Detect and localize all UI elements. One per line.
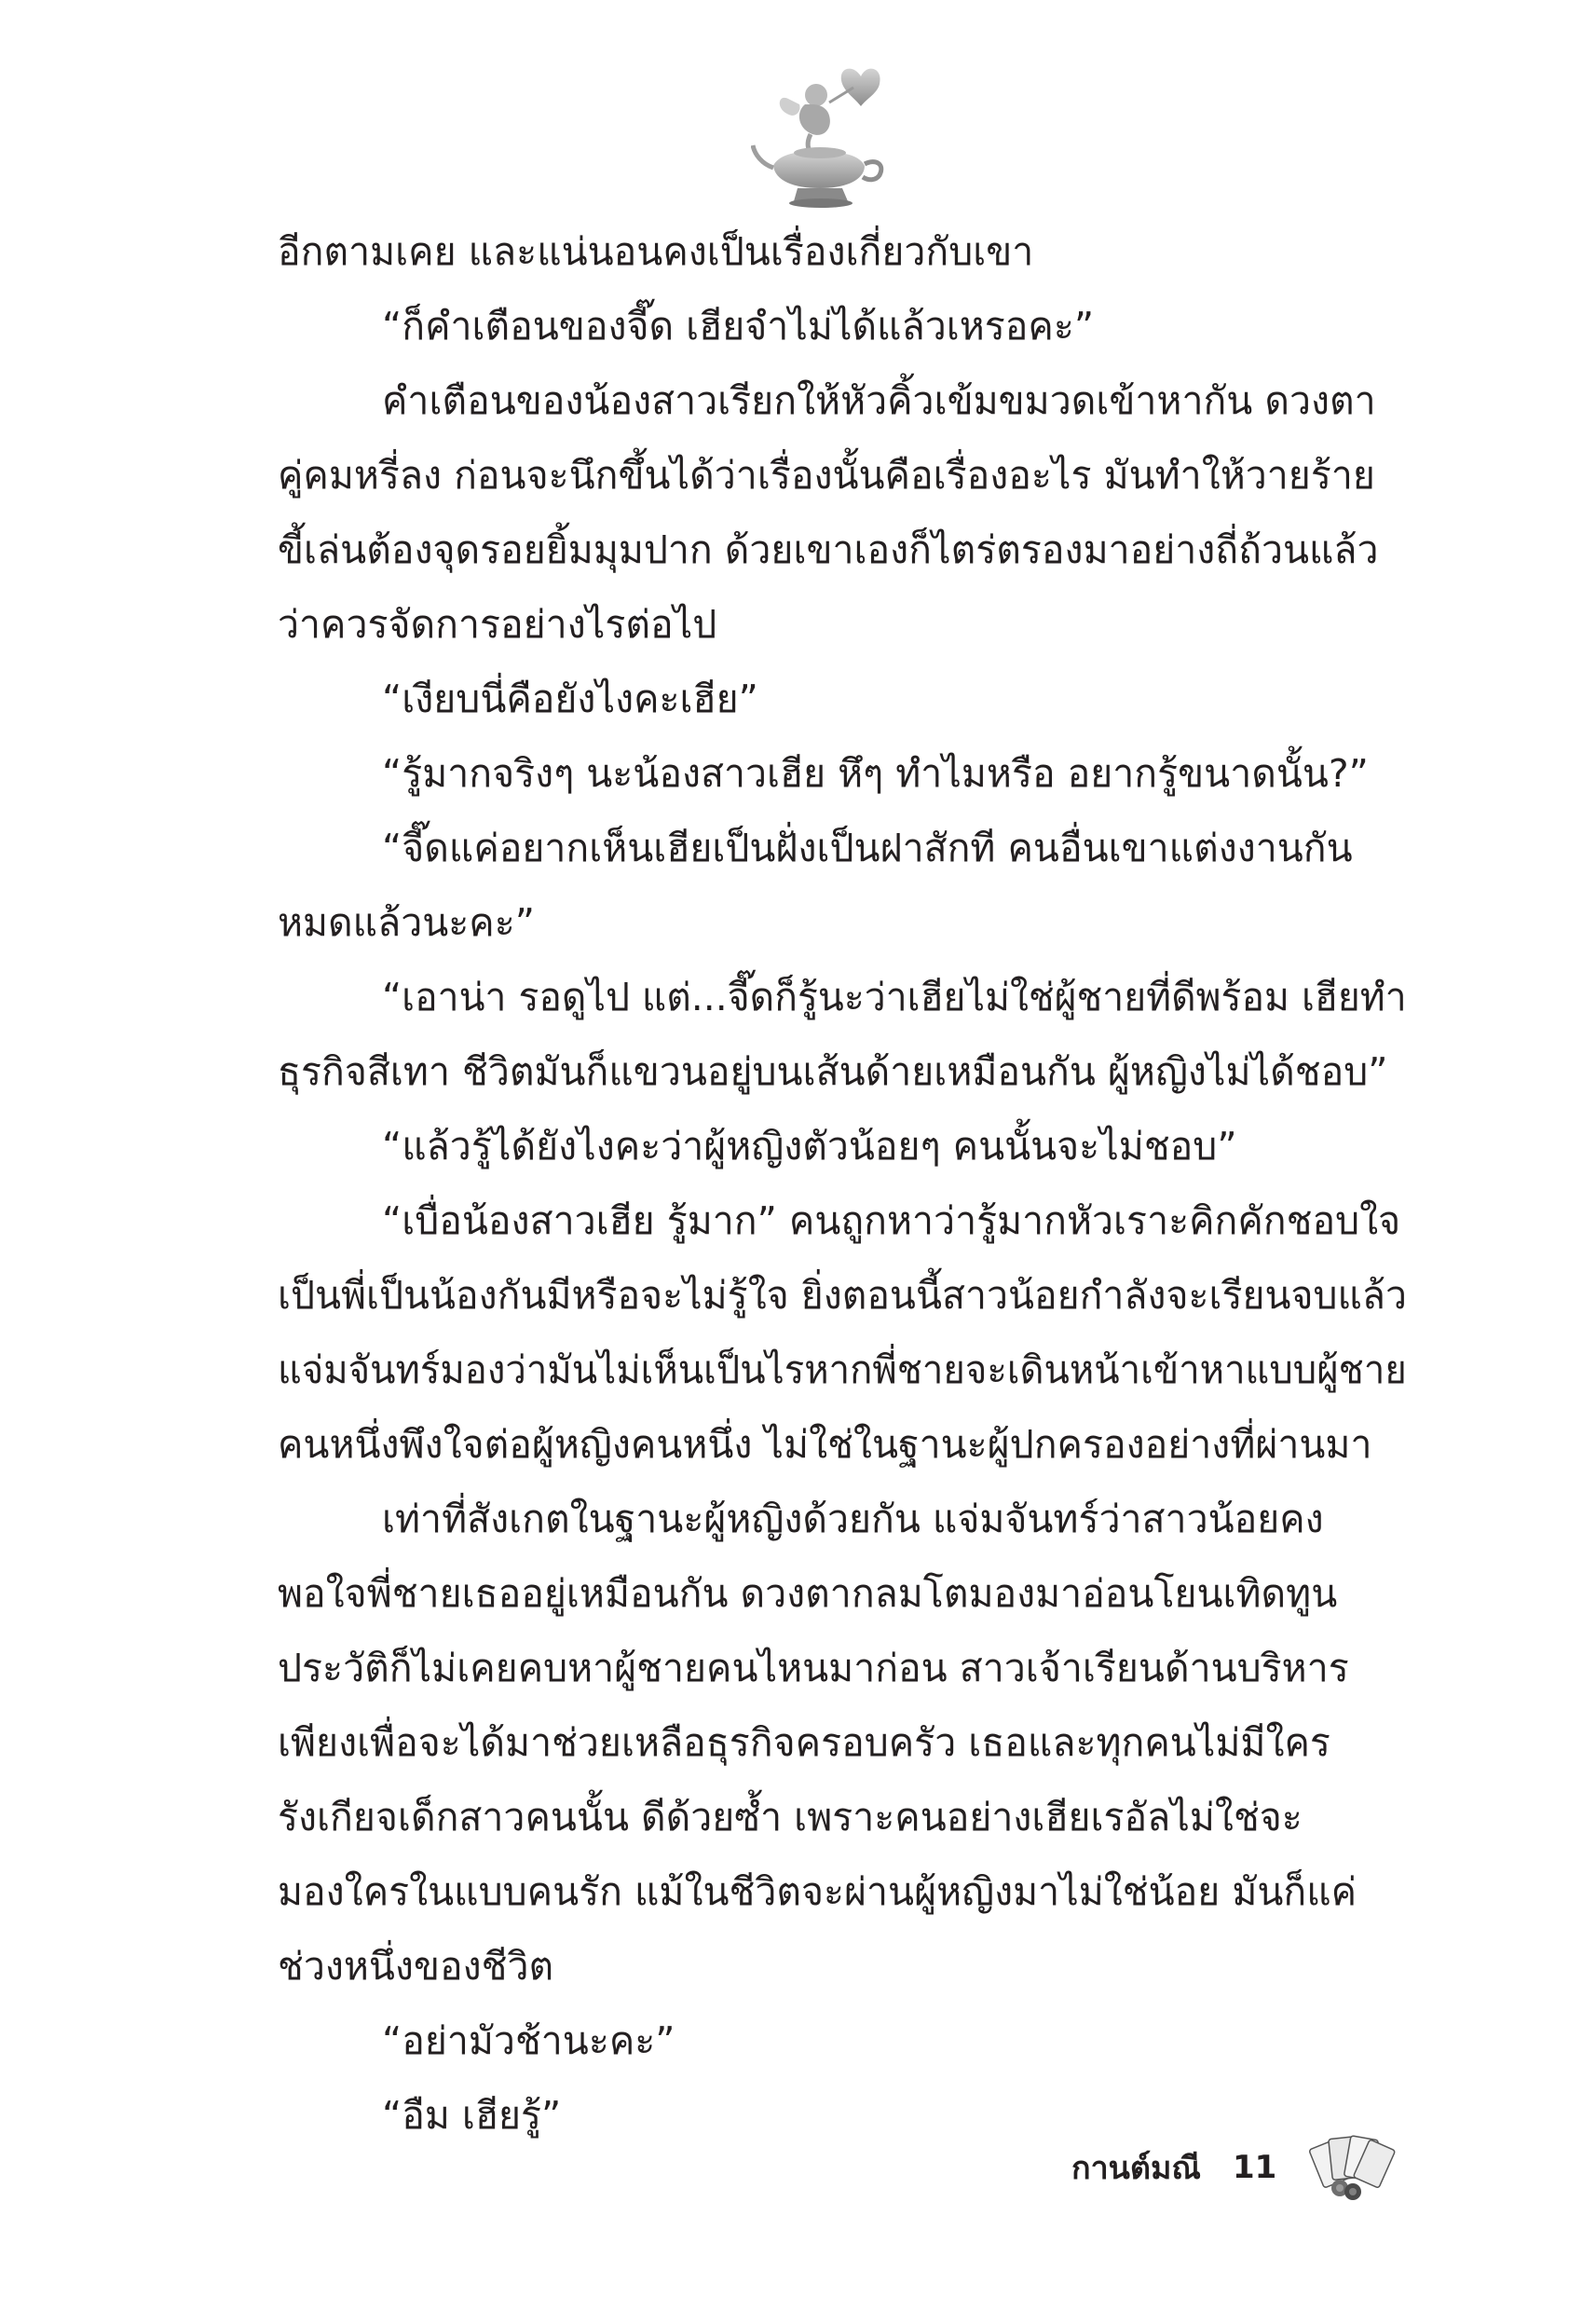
text-line: “เอาน่า รอดูไป แต่...จี๊ดก็รู้นะว่าเฮียไม่ใช่ผู้ชายที่ดีพร้อม เฮียทำ — [382, 975, 1407, 1019]
text-line: “จี๊ดแค่อยากเห็นเฮียเป็นฝั่งเป็นฝาสักที คนอื่นเขาแต่งงานกัน — [382, 826, 1353, 870]
text-line: “อืม เฮียรู้” — [382, 2093, 562, 2138]
text-line: แจ่มจันทร์มองว่ามันไม่เห็นเป็นไรหากพี่ชายจะเดินหน้าเข้าหาแบบผู้ชาย — [278, 1347, 1407, 1392]
text-line: เพียงเพื่อจะได้มาช่วยเหลือธุรกิจครอบครัว เธอและทุกคนไม่มีใคร — [278, 1720, 1330, 1765]
text-line: ประวัติก็ไม่เคยคบหาผู้ชายคนไหนมาก่อน สาวเจ้าเรียนด้านบริหาร — [278, 1646, 1349, 1690]
cupid-teapot-ornament-icon — [751, 56, 891, 214]
text-line: รังเกียจเด็กสาวคนนั้น ดีด้วยซ้ำ เพราะคนอย่างเฮียเรอัลไม่ใช่จะ — [278, 1795, 1303, 1839]
text-line: “เบื่อน้องสาวเฮีย รู้มาก” คนถูกหาว่ารู้มากหัวเราะคิกคักชอบใจ — [382, 1198, 1401, 1243]
text-line: อีกตามเคย และแน่นอนคงเป็นเรื่องเกี่ยวกับเขา — [278, 229, 1034, 274]
body-text — [278, 214, 1407, 2153]
text-line: “เงียบนี่คือยังไงคะเฮีย” — [382, 677, 758, 721]
text-line: “อย่ามัวช้านะคะ” — [382, 2018, 675, 2063]
book-title: กานต์มณี — [1071, 2150, 1201, 2187]
text-line: คำเตือนของน้องสาวเรียกให้หัวคิ้วเข้มขมวดเข้าหากัน ดวงตา — [382, 378, 1376, 423]
text-line: “ก็คำเตือนของจี๊ด เฮียจำไม่ได้แล้วเหรอคะ” — [382, 304, 1095, 349]
playing-cards-icon — [1303, 2130, 1396, 2205]
text-line: คู่คมหรี่ลง ก่อนจะนึกขึ้นได้ว่าเรื่องนั้นคือเรื่องอะไร มันทำให้วายร้าย — [278, 453, 1375, 498]
text-line: คนหนึ่งพึงใจต่อผู้หญิงคนหนึ่ง ไม่ใช่ในฐานะผู้ปกครองอย่างที่ผ่านมา — [278, 1422, 1372, 1467]
text-line: “แล้วรู้ได้ยังไงคะว่าผู้หญิงตัวน้อยๆ คนนั้นจะไม่ชอบ” — [382, 1124, 1237, 1169]
text-line: ช่วงหนึ่งของชีวิต — [278, 1944, 554, 1989]
text-line: ธุรกิจสีเทา ชีวิตมันก็แขวนอยู่บนเส้นด้ายเหมือนกัน ผู้หญิงไม่ได้ชอบ” — [278, 1049, 1388, 1094]
page-number: 11 — [1232, 2149, 1277, 2186]
text-line: เป็นพี่เป็นน้องกันมีหรือจะไม่รู้ใจ ยิ่งตอนนี้สาวน้อยกำลังจะเรียนจบแล้ว — [278, 1273, 1407, 1318]
text-line: พอใจพี่ชายเธออยู่เหมือนกัน ดวงตากลมโตมองมาอ่อนโยนเทิดทูน — [278, 1571, 1338, 1616]
text-line: ว่าควรจัดการอย่างไรต่อไป — [278, 602, 717, 647]
text-line: หมดแล้วนะคะ” — [278, 900, 535, 945]
text-line: มองใครในแบบคนรัก แม้ในชีวิตจะผ่านผู้หญิงมาไม่ใช่น้อย มันก็แค่ — [278, 1869, 1357, 1914]
page-footer — [1071, 2130, 1463, 2205]
text-line: “รู้มากจริงๆ นะน้องสาวเฮีย หึๆ ทำไมหรือ อยากรู้ขนาดนั้น?” — [382, 751, 1369, 796]
text-line: เท่าที่สังเกตในฐานะผู้หญิงด้วยกัน แจ่มจันทร์ว่าสาวน้อยคง — [382, 1497, 1324, 1541]
text-line: ขี้เล่นต้องจุดรอยยิ้มมุมปาก ด้วยเขาเองก็ไตร่ตรองมาอย่างถี่ถ้วนแล้ว — [278, 527, 1379, 572]
